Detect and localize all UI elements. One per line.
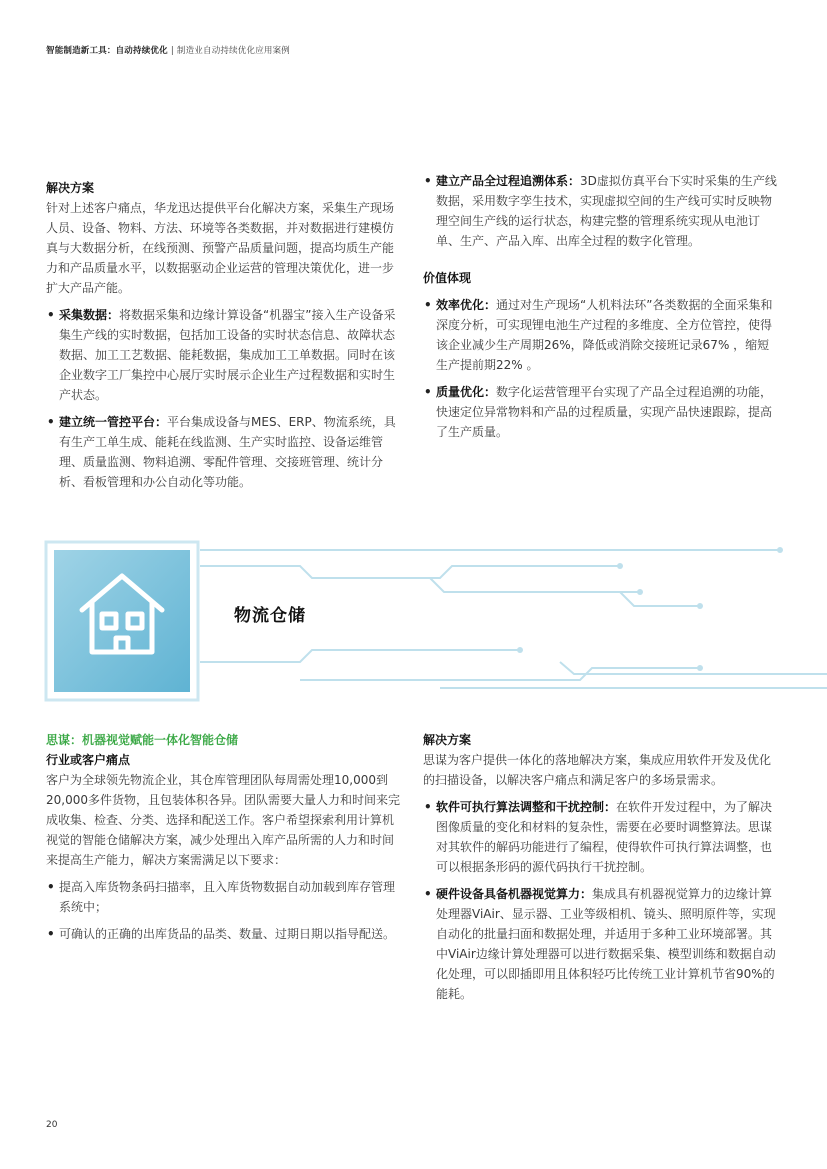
bullet-text: 3D虚拟仿真平台下实时采集的生产线数据，采用数字孪生技术，实现虚拟空间的生产线可实时反映物理空间生产线的运行状态，构建完整的管理系统实现从电池订单、生产、产品入库、出库全过程的数字化管理。 xyxy=(436,174,777,248)
bullet-text: 平台集成设备与MES、ERP、物流系统，具有生产工单生成、能耗在线监测、生产实时监控、设备运维管理、质量监测、物料追溯、零配件管理、交接班管理、统计分析、看板管理和办公自动化等功能。 xyxy=(59,415,396,489)
bullet-lead: 硬件设备具备机器视觉算力： xyxy=(436,887,593,901)
bullet-dot-icon: • xyxy=(424,298,432,312)
section-paragraph: 思谋为客户提供一体化的落地解决方案，集成应用软件开发及优化的扫描设备，以解决客户痛点和满足客户的多场景需求。 xyxy=(423,753,772,787)
bullet-list xyxy=(46,305,402,492)
bullet-list xyxy=(423,797,779,1004)
list-item xyxy=(423,382,779,442)
section-heading: 解决方案 xyxy=(423,733,472,747)
bullet-dot-icon: • xyxy=(47,415,55,429)
bullet-dot-icon: • xyxy=(424,385,432,399)
bullet-dot-icon: • xyxy=(424,174,432,188)
bullet-list xyxy=(46,877,402,944)
bullet-lead: 软件可执行算法调整和干扰控制： xyxy=(436,800,617,814)
bullet-text: 通过对生产现场“人机料法环”各类数据的全面采集和深度分析，可实现锂电池生产过程的多维度、全方位管控，使得该企业减少生产周期26%，降低或消除交接班记录67% ，缩短生产提前期22% 。 xyxy=(436,298,773,372)
section-heading: 解决方案 xyxy=(46,181,95,195)
section-heading: 行业或客户痛点 xyxy=(46,753,131,767)
list-item xyxy=(423,884,779,1004)
bullet-lead: 建立产品全过程追溯体系： xyxy=(436,174,581,188)
list-item xyxy=(423,295,779,375)
bullet-text: 在软件开发过程中，为了解决图像质量的变化和材料的复杂性，需要在必要时调整算法。思谋对其软件的解码功能进行了编程，使得软件可执行算法调整，也可以根据条形码的源代码执行干扰控制。 xyxy=(436,800,773,874)
bullet-dot-icon: • xyxy=(47,927,55,941)
list-item xyxy=(423,171,779,251)
bullet-lead: 效率优化： xyxy=(436,298,497,312)
top-left-column xyxy=(46,178,402,492)
bullet-dot-icon: • xyxy=(424,800,432,814)
list-item xyxy=(423,797,779,877)
list-item xyxy=(46,412,402,492)
case-title: 思谋：机器视觉赋能一体化智能仓储 xyxy=(46,733,239,747)
page-header xyxy=(46,44,290,56)
icon-tile xyxy=(54,550,190,692)
header-title: 智能制造新工具：自动持续优化 xyxy=(46,46,168,56)
page-number: 20 xyxy=(46,1120,58,1130)
bottom-left-column xyxy=(46,730,402,944)
section-banner xyxy=(0,530,827,710)
section-paragraph: 客户为全球领先物流企业，其仓库管理团队每周需处理10,000到20,000多件货物，且包装体积各异。团队需要大量人力和时间来完成收集、检查、分类、选择和配送工作。客户希望探索利用计算机视觉的智能仓储解决方案，减少处理出入库产品所需的人力和时间来提高生产能力，解决方案需满足以下要求： xyxy=(46,773,400,867)
bullet-lead: 质量优化： xyxy=(436,385,497,399)
bullet-lead: 采集数据： xyxy=(59,308,120,322)
bullet-list xyxy=(423,295,779,442)
header-separator: | xyxy=(170,46,174,56)
bullet-dot-icon: • xyxy=(424,887,432,901)
bullet-text: 可确认的正确的出库货品的品类、数量、过期日期以指导配送。 xyxy=(59,927,396,941)
list-item xyxy=(46,305,402,405)
bottom-right-column xyxy=(423,730,779,1004)
section-heading: 价值体现 xyxy=(423,271,472,285)
bullet-text: 数字化运营管理平台实现了产品全过程追溯的功能，快速定位异常物料和产品的过程质量，实现产品快速跟踪，提高了生产质量。 xyxy=(436,385,773,439)
bullet-text: 将数据采集和边缘计算设备“机器宝”接入生产设备采集生产线的实时数据，包括加工设备的实时状态信息、故障状态数据、加工工艺数据、能耗数据，集成加工工单数据。同时在该企业数字工厂集控中心展厅实时展示企业生产过程数据和实时生产状态。 xyxy=(59,308,396,402)
header-subtitle: 制造业自动持续优化应用案例 xyxy=(176,46,290,56)
list-item xyxy=(46,924,402,944)
bullet-list xyxy=(423,171,779,251)
section-paragraph: 针对上述客户痛点，华龙迅达提供平台化解决方案，采集生产现场人员、设备、物料、方法、环境等各类数据，并对数据进行建模仿真与大数据分析，在线预测、预警产品质量问题，提高均质生产能力和产品质量水平，以数据驱动企业运营的管理决策优化，进一步扩大产品产能。 xyxy=(46,201,395,295)
bullet-text: 提高入库货物条码扫描率，且入库货物数据自动加载到库存管理系统中； xyxy=(59,880,396,914)
bullet-dot-icon: • xyxy=(47,880,55,894)
bullet-dot-icon: • xyxy=(47,308,55,322)
bullet-text: 集成具有机器视觉算力的边缘计算处理器ViAir、显示器、工业等级相机、镜头、照明原件等，实现自动化的批量扫面和数据处理，并适用于多种工业环境部署。其中ViAir边缘计算处理器可以进行数据采集、模型训练和数据自动化处理，可以即插即用且体积轻巧比传统工业计算机节省90%的能耗。 xyxy=(436,887,776,1001)
bullet-lead: 建立统一管控平台： xyxy=(59,415,168,429)
top-right-column xyxy=(423,171,779,442)
banner-label: 物流仓储 xyxy=(234,606,306,626)
list-item xyxy=(46,877,402,917)
